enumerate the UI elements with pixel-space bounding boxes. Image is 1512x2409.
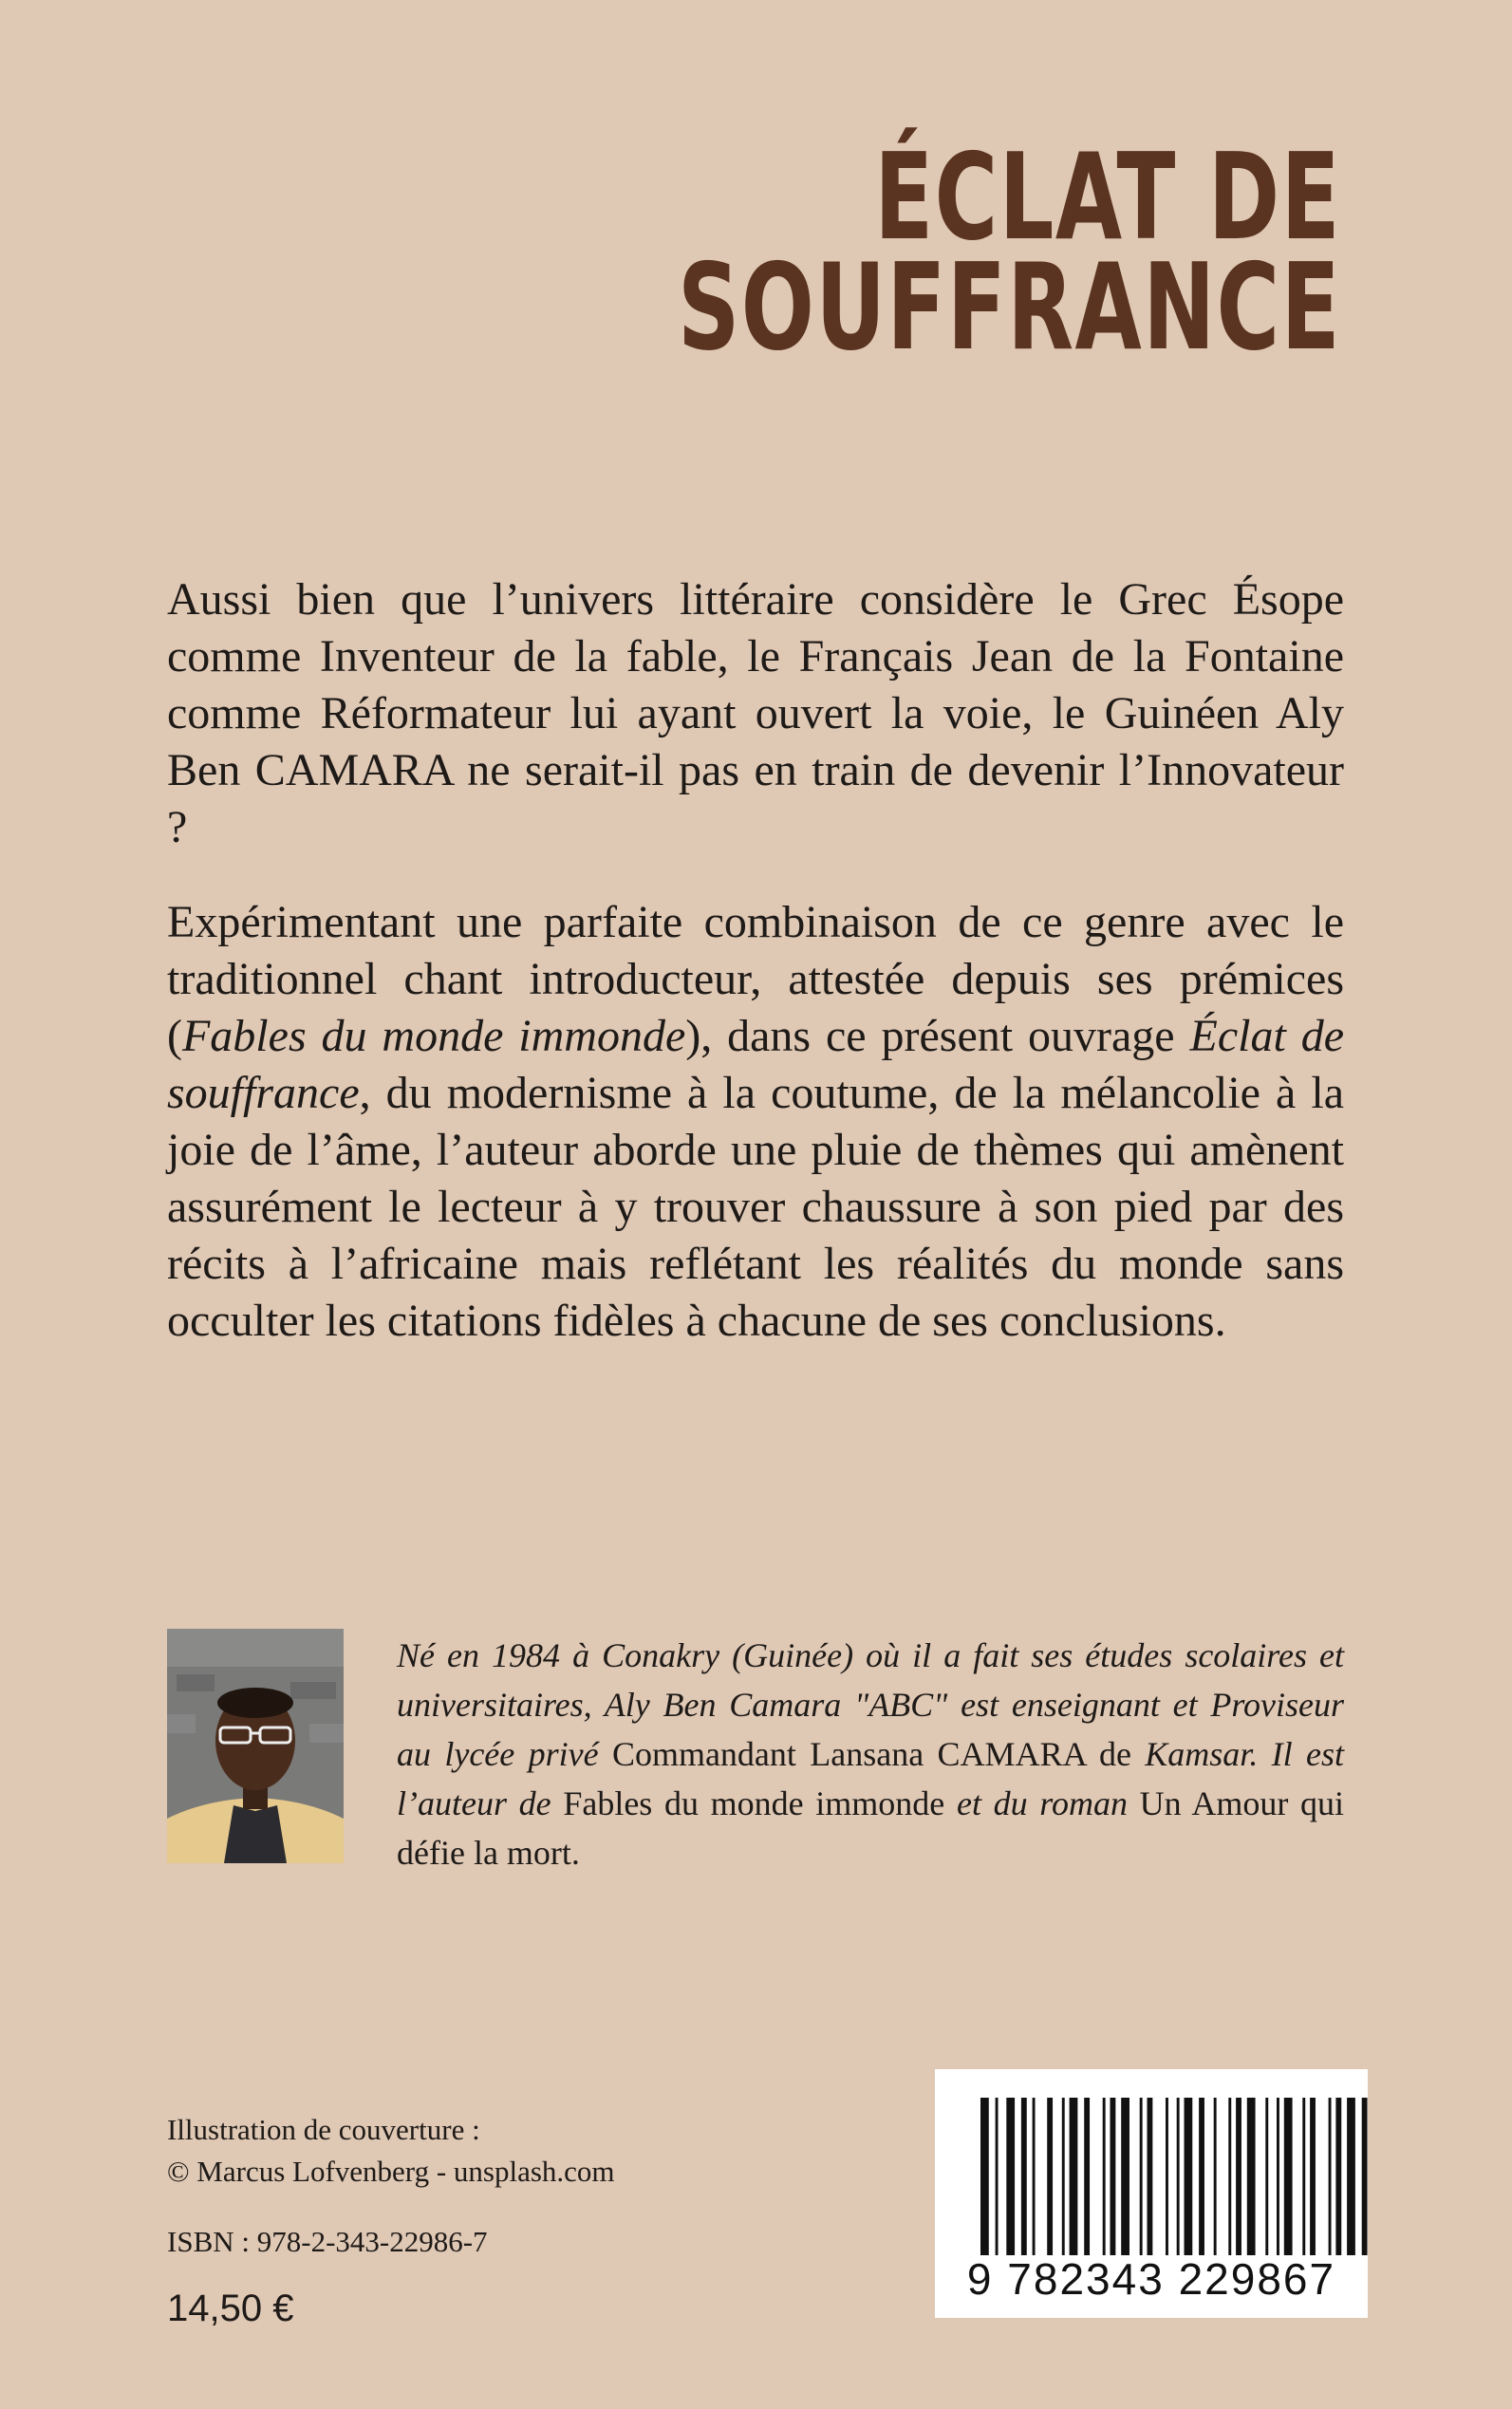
author-bio: Né en 1984 à Conakry (Guinée) où il a fait ses études scolaires et universitaires, Aly Ben Camara "ABC" est enseignant et Proviseur au lycée privé Commandant Lansana CAMARA de Kamsar. Il est l’auteur de Fables du monde immonde et du roman Un Amour qui défie la mort. [397, 1636, 1344, 1872]
barcode [935, 2069, 1368, 2318]
barcode-bar [1070, 2098, 1078, 2255]
book-title [589, 127, 1341, 377]
illustration-credit [167, 2109, 615, 2193]
barcode-bar [1140, 2098, 1143, 2255]
price: 14,50 € [167, 2288, 294, 2329]
isbn: ISBN : 978-2-343-22986-7 [167, 2225, 488, 2258]
barcode-bar [1362, 2098, 1368, 2255]
title-line-1: ÉCLAT DE [874, 127, 1341, 267]
barcode-bar [1347, 2098, 1355, 2255]
barcode-bar [1185, 2098, 1193, 2255]
barcode-bar [1111, 2098, 1116, 2255]
summary-text [167, 571, 1344, 1388]
italic-book-title: Éclat de souffrance [167, 1011, 1345, 1118]
author-photo [167, 1629, 344, 1863]
barcode-bar [1335, 2098, 1341, 2255]
summary-paragraph-1: Aussi bien que l’univers littéraire considère le Grec Ésope comme Inventeur de la fable, le Français Jean de la Fontaine comme Réformateur lui ayant ouvert la voie, le Guinéen Aly Ben CAMARA ne serait-il pas en train de devenir l’Innovateur ? [167, 574, 1344, 852]
barcode-bar [1302, 2098, 1305, 2255]
barcode-bar [996, 2098, 999, 2255]
barcode-bar [980, 2098, 989, 2255]
barcode-bar [1236, 2098, 1241, 2255]
barcode-digits: 9 782343 229867 [966, 2254, 1336, 2304]
barcode-bar [1006, 2098, 1015, 2255]
barcode-bar [1277, 2098, 1279, 2255]
barcode-bar [1310, 2098, 1316, 2255]
summary-paragraph-2: Expérimentant une parfaite combinaison de ce genre avec le traditionnel chant introducteur, attestée depuis ses prémices (Fables du monde immonde), dans ce présent ouvrage Éclat de souffrance, du modernisme à la coutume, de la mélancolie à la joie de l’âme, l’auteur aborde une pluie de thèmes qui amènent assurément le lecteur à y trouver chaussure à son pied par des récits à l’africaine mais reflétant les réalités du monde sans occulter les citations fidèles à chacune de ses conclusions. [167, 897, 1345, 1346]
barcode-bar [1247, 2098, 1256, 2255]
barcode-bar [1033, 2098, 1036, 2255]
barcode-bar [1199, 2098, 1204, 2255]
author-portrait-icon [167, 1629, 344, 1863]
barcode-bar [1329, 2098, 1332, 2255]
barcode-bar [1047, 2098, 1053, 2255]
italic-book-title: Fables du monde immonde [181, 1011, 686, 1061]
barcode-bar [1062, 2098, 1065, 2255]
barcode-bar [1228, 2098, 1231, 2255]
barcode-bar [1177, 2098, 1180, 2255]
barcode-bar [1214, 2098, 1217, 2255]
barcode-bar [1166, 2098, 1168, 2255]
title-line-2: SOUFFRANCE [677, 237, 1341, 377]
barcode-bar [1084, 2098, 1090, 2255]
barcode-bar [1121, 2098, 1129, 2255]
barcode-bar [1265, 2098, 1268, 2255]
credit-label: Illustration de couverture : [167, 2113, 480, 2146]
barcode-bar [1148, 2098, 1153, 2255]
barcode-bar [1103, 2098, 1106, 2255]
credit-source: © Marcus Lofvenberg - unsplash.com [167, 2155, 615, 2188]
barcode-bar [1284, 2098, 1293, 2255]
barcode-bar [1021, 2098, 1027, 2255]
